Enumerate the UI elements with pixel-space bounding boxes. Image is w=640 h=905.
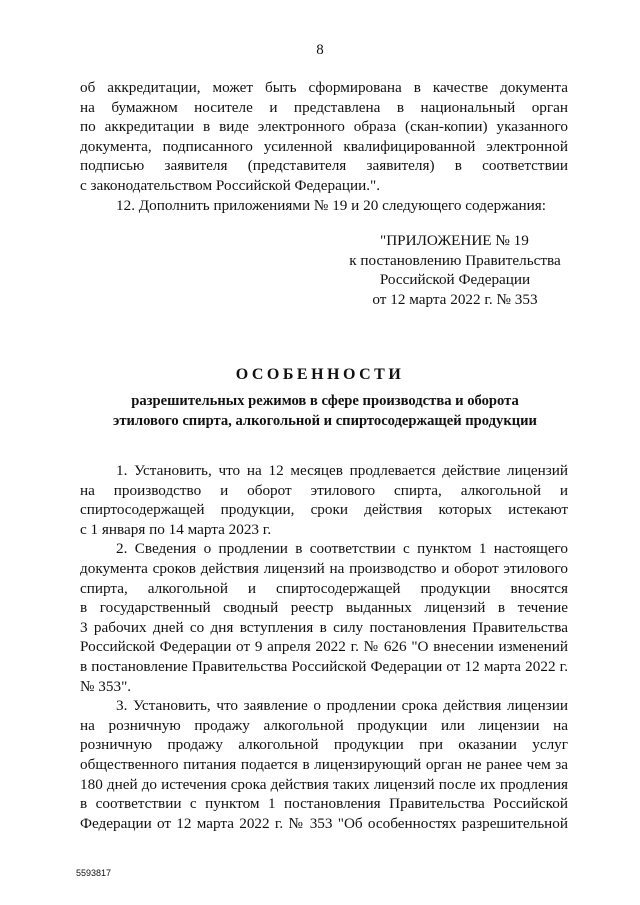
text-line: об аккредитации, может быть сформирована в качестве документа	[80, 79, 568, 96]
appendix-header	[330, 231, 580, 309]
text-line: спиртосодержащей продукции, сроки действия которых истекают	[80, 501, 568, 519]
body-text	[80, 461, 568, 833]
text-line: 3 рабочих дней со дня вступления в силу постановления Правительства	[80, 618, 568, 636]
appendix-line: к постановлению Правительства	[349, 251, 561, 269]
appendix-line: от 12 марта 2022 г. № 353	[372, 290, 538, 308]
text-line: 1. Установить, что на 12 месяцев продлевается действие лицензий	[116, 462, 568, 479]
text-line: на производство и оборот этилового спирта, алкогольной и	[80, 481, 568, 499]
text-line: в постановление Правительства Российской Федерации от 12 марта 2022 г.	[80, 657, 568, 675]
text-line: Федерации от 12 марта 2022 г. № 353 "Об особенностях разрешительной	[80, 814, 568, 832]
text-line: 12. Дополнить приложениями № 19 и 20 следующего содержания:	[116, 196, 546, 214]
text-line: розничную продажу алкогольной продукции при оказании услуг	[80, 736, 568, 754]
subtitle-line: разрешительных режимов в сфере производства и оборота	[131, 393, 519, 409]
text-line: 3. Установить, что заявление о продлении срока действия лицензии	[116, 697, 568, 715]
text-line: в соответствии с пунктом 1 постановления Правительства Российской	[80, 795, 568, 813]
text-line: с 1 января по 14 марта 2023 г.	[80, 520, 272, 538]
text-line: № 353".	[80, 677, 132, 695]
text-line: Российской Федерации от 9 апреля 2022 г. № 626 "О внесении изменений	[80, 638, 568, 656]
document-subtitle	[70, 392, 580, 431]
text-line: 2. Сведения о продлении в соответствии с пунктом 1 настоящего	[116, 540, 568, 558]
text-line: в государственный сводный реестр выданных лицензий в течение	[80, 599, 568, 617]
text-line: документа сроков действия лицензий на производство и оборот этилового	[80, 559, 568, 577]
appendix-line: Российской Федерации	[379, 271, 531, 289]
text-line: спирта, алкогольной и спиртосодержащей продукции вносятся	[80, 579, 568, 597]
subtitle-line: этилового спирта, алкогольной и спиртосодержащей продукции	[113, 412, 537, 429]
text-line: подписью заявителя (представителя заявителя) в соответствии	[80, 157, 568, 175]
text-line: с законодательством Российской Федерации.".	[80, 176, 381, 194]
document-code: 5593817	[76, 868, 112, 878]
text-line: по аккредитации в виде электронного образа (скан-копии) указанного	[80, 118, 568, 136]
text-line: на розничную продажу алкогольной продукции или лицензии на	[80, 716, 568, 734]
document-title: ОСОБЕННОСТИ	[235, 366, 405, 383]
text-line: документа, подписанного усиленной квалифицированной электронной	[80, 137, 568, 155]
appendix-line: "ПРИЛОЖЕНИЕ № 19	[380, 232, 529, 249]
intro-paragraph	[80, 78, 568, 215]
text-line: на бумажном носителе и представлена в национальный орган	[80, 98, 568, 116]
page-number: 8	[316, 42, 324, 58]
text-line: общественного питания подается в лицензирующий орган не ранее чем за	[80, 755, 568, 773]
text-line: 180 дней до истечения срока действия таких лицензий после их продления	[80, 775, 568, 793]
